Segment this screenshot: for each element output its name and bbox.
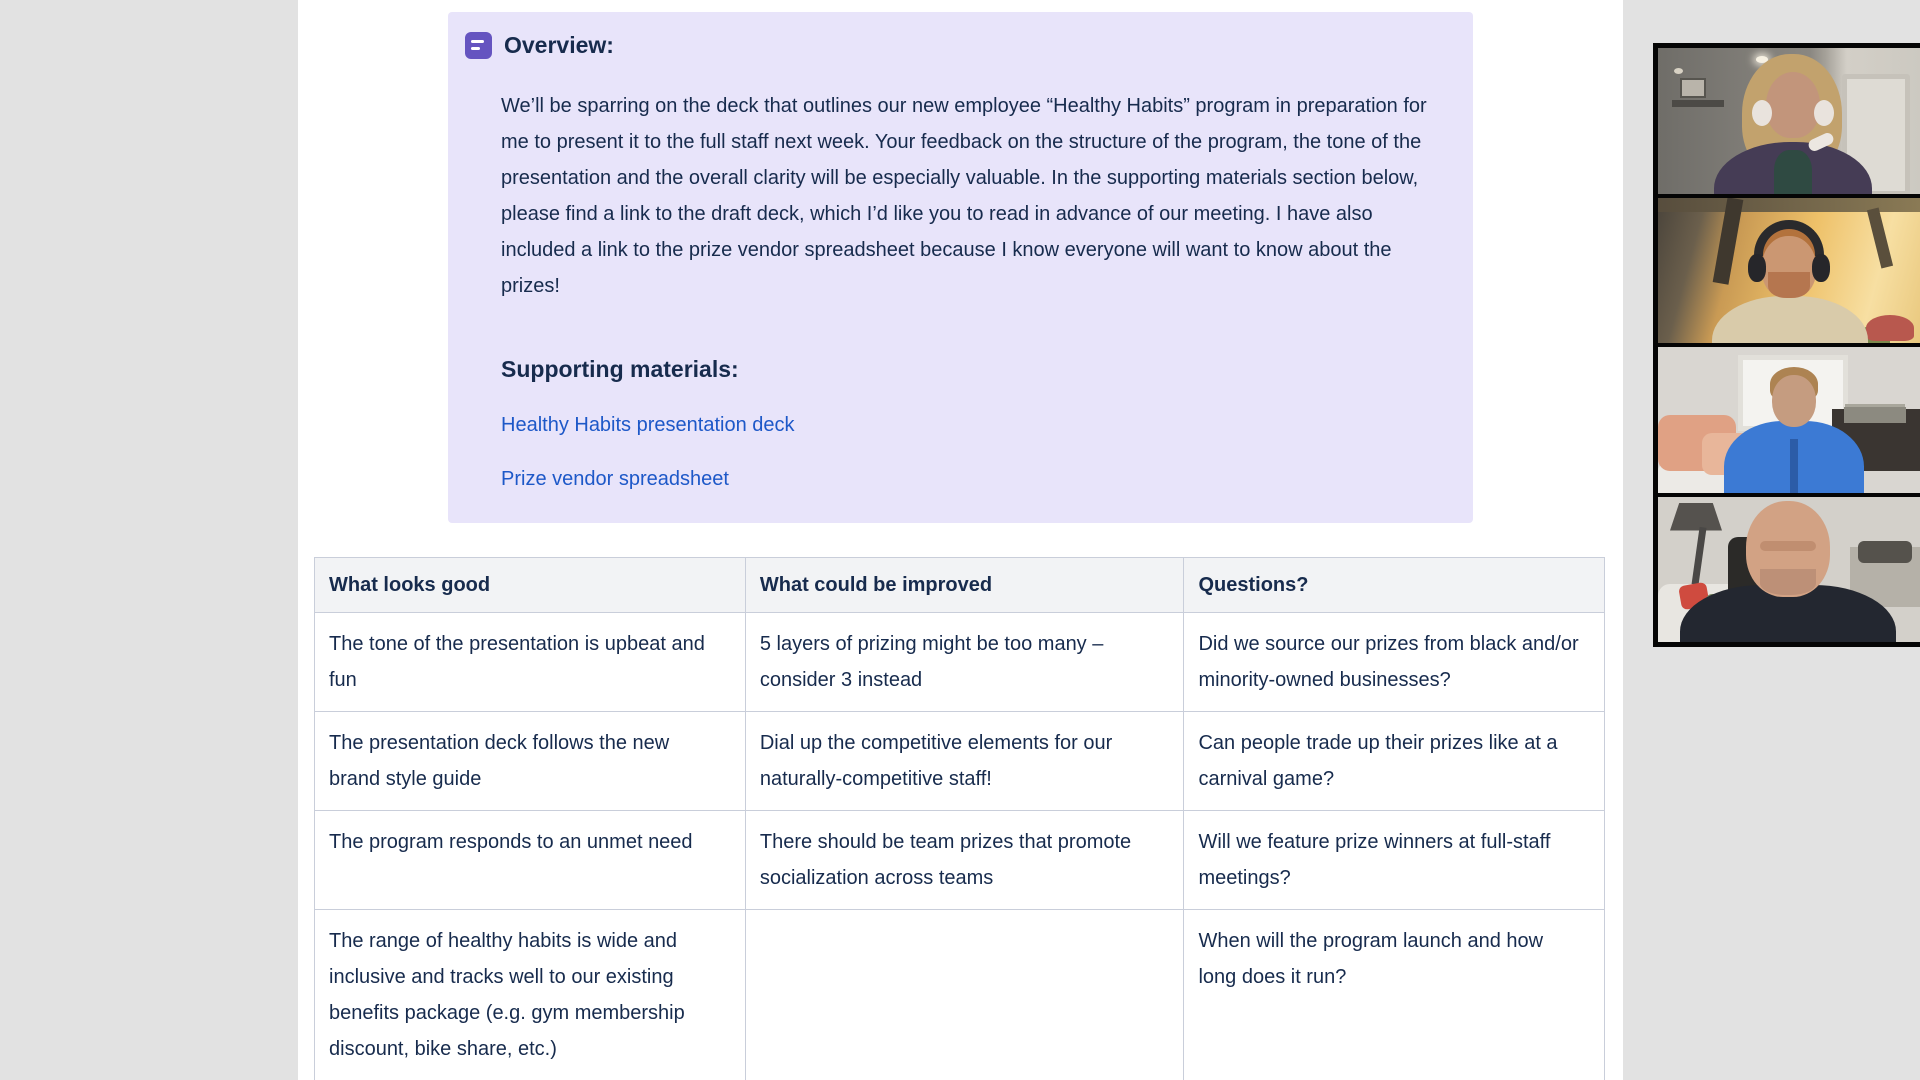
participant-video-4[interactable] — [1658, 497, 1920, 643]
table-cell — [745, 910, 1184, 1080]
table-cell: When will the program launch and how long does it run? — [1184, 910, 1605, 1080]
person-face — [1766, 72, 1820, 138]
person-collar — [1774, 150, 1812, 194]
person-torso — [1712, 296, 1868, 344]
awning-beam — [1658, 198, 1920, 212]
column-header-questions: Questions? — [1184, 558, 1605, 613]
link-row — [501, 467, 1440, 491]
table-row — [315, 811, 1605, 910]
feedback-table — [314, 557, 1605, 1080]
healthy-habits-deck-link[interactable]: Healthy Habits presentation deck — [501, 414, 795, 436]
person-brow — [1760, 541, 1816, 551]
overview-title: Overview: — [504, 31, 614, 58]
photo-frames — [1844, 407, 1906, 423]
table-cell: Can people trade up their prizes like at a carnival game? — [1184, 712, 1605, 811]
jacket-zipper — [1790, 439, 1798, 493]
lamp-shade — [1670, 503, 1722, 531]
document-page — [298, 0, 1623, 1080]
headphone-cup — [1812, 254, 1830, 282]
flower-pot — [1866, 315, 1914, 341]
table-cell: 5 layers of prizing might be too many – consider 3 instead — [745, 613, 1184, 712]
table-cell: The range of healthy habits is wide and inclusive and tracks well to our existing benefits package (e.g. gym membership discount, bike share, etc.) — [315, 910, 746, 1080]
person-beard — [1760, 569, 1816, 595]
table-cell: There should be team prizes that promote socialization across teams — [745, 811, 1184, 910]
column-header-what-could-be-improved: What could be improved — [745, 558, 1184, 613]
column-header-what-looks-good: What looks good — [315, 558, 746, 613]
person-face — [1772, 375, 1816, 427]
person-beard — [1768, 272, 1810, 298]
headphone-cup — [1752, 100, 1772, 126]
table-cell: Dial up the competitive elements for our naturally-competitive staff! — [745, 712, 1184, 811]
headphone-cup — [1814, 100, 1834, 126]
table-row — [315, 910, 1605, 1080]
wall-shelf — [1672, 100, 1724, 107]
headphone-cup — [1748, 254, 1766, 282]
table-header-row — [315, 558, 1605, 613]
headphone-band — [1754, 220, 1824, 256]
table-cell: Will we feature prize winners at full-staff meetings? — [1184, 811, 1605, 910]
table-cell: The program responds to an unmet need — [315, 811, 746, 910]
table-cell: The presentation deck follows the new brand style guide — [315, 712, 746, 811]
picture-frame — [1680, 78, 1706, 98]
ceiling-light — [1674, 68, 1683, 74]
link-row — [501, 413, 1440, 437]
prize-vendor-spreadsheet-link[interactable]: Prize vendor spreadsheet — [501, 468, 729, 490]
awning-post — [1867, 207, 1893, 268]
table-row — [315, 613, 1605, 712]
shelf-clutter — [1858, 541, 1912, 563]
overview-panel — [448, 12, 1473, 523]
overview-panel-header — [465, 30, 1440, 60]
table-cell: Did we source our prizes from black and/or minority-owned businesses? — [1184, 613, 1605, 712]
note-icon — [465, 32, 492, 59]
table-row — [315, 712, 1605, 811]
participant-video-2[interactable] — [1658, 198, 1920, 344]
participant-video-3[interactable] — [1658, 347, 1920, 493]
supporting-materials-title: Supporting materials: — [501, 356, 739, 382]
overview-body-text: We’ll be sparring on the deck that outlines our new employee “Healthy Habits” program in preparation for me to present it to the full staff next week. Your feedback on the structure of the program, the tone of the presentation and the overall clarity will be especially valuable. In the supporting materials section below, please find a link to the draft deck, which I’d like you to read in advance of our meeting. I have also included a link to the prize vendor spreadsheet because I know everyone will want to know about the prizes! — [501, 95, 1427, 297]
video-call-strip — [1653, 43, 1920, 647]
table-cell: The tone of the presentation is upbeat and fun — [315, 613, 746, 712]
participant-video-1[interactable] — [1658, 48, 1920, 194]
